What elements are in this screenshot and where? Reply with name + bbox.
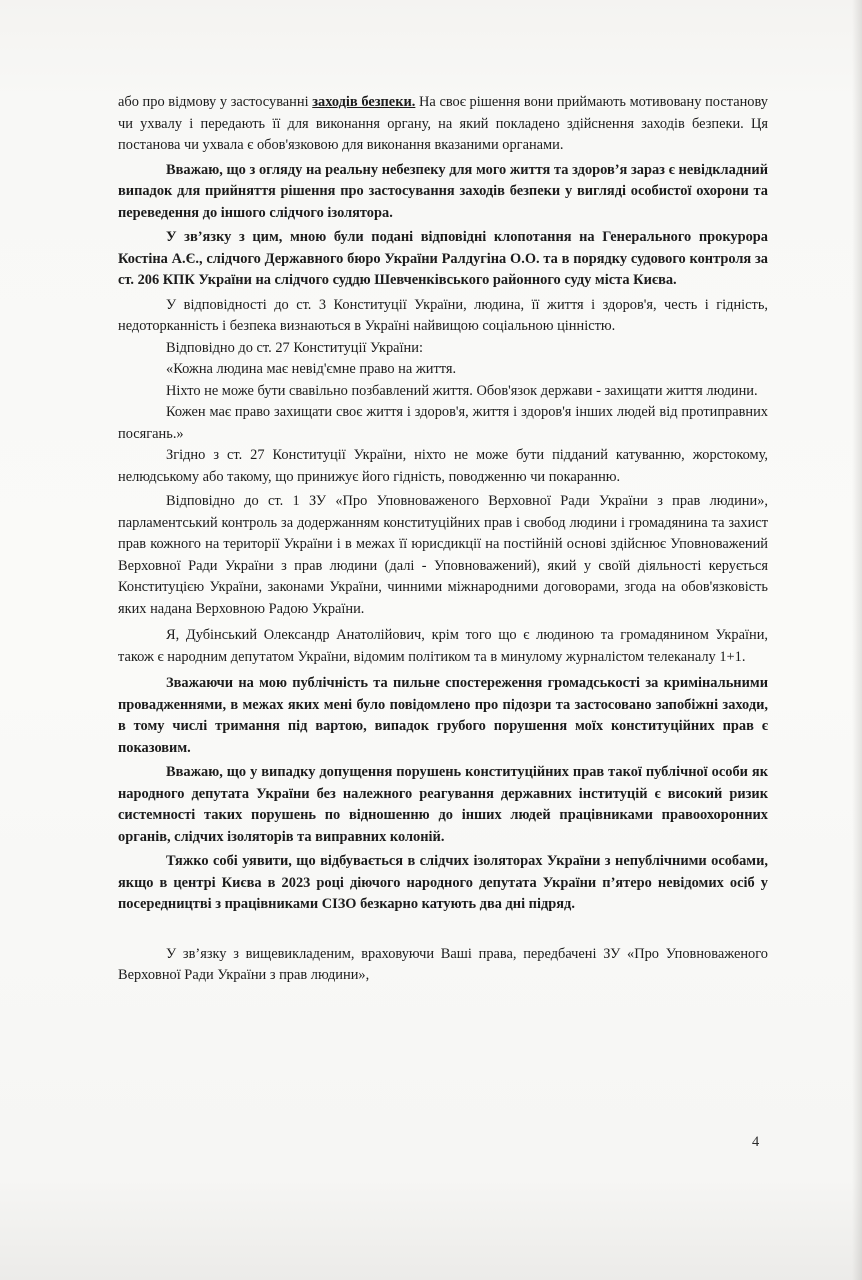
paragraph-security-measures	[118, 92, 768, 157]
paragraph-text: або про відмову у застосуванні	[118, 94, 313, 110]
paragraph-ombudsman-law: Відповідно до ст. 1 ЗУ «Про Уповноваженого Верховної Ради України з прав людини», парламентський контроль за додержанням конституційних прав і свобод людини і громадянина та захист прав кожного на території України і в межах її юрисдикції на постійній основі здійснює Уповноважений Верховної Ради України з прав людини (далі - Уповноважений), який у своїй діяльності керується Конституцією України, законами України, чинними міжнародними договорами, згода на обов'язковість яких надана Верховною Радою України.	[118, 493, 768, 617]
quote-line-self-defense: Кожен має право захищати своє життя і здоров'я, життя і здоров'я інших людей від протиправних посягань.»	[118, 404, 768, 442]
quote-line-right-to-life: «Кожна людина має невід'ємне право на життя.	[166, 361, 457, 377]
underlined-term: заходів безпеки.	[312, 94, 416, 110]
paragraph-publicity: Зважаючи на мою публічність та пильне спостереження громадськості за кримінальними провадженнями, в межах яких мені було повідомлено про підозри та застосовано запобіжні заходи, в тому числі тримання під вартою, випадок грубого порушення моїх конституційних прав є показовим.	[118, 675, 768, 756]
paragraph-petitions: У зв’язку з цим, мною були подані відповідні клопотання на Генерального прокурора Костіна А.Є., слідчого Державного бюро України Ралдугіна О.О. та в порядку судового контроля за ст. 206 КПК України на слідчого суддю Шевченківського районного суду міста Києва.	[118, 229, 768, 288]
paragraph-constitution-art3: У відповідності до ст. 3 Конституції України, людина, її життя і здоров'я, честь і гідність, недоторканність і безпека визнаються в Україні найвищою соціальною цінністю.	[118, 296, 768, 334]
page-number: 4	[752, 1134, 760, 1150]
quote-line-no-deprivation: Ніхто не може бути свавільно позбавлений життя. Обов'язок держави - захищати життя людини.	[166, 382, 758, 399]
document-body	[118, 92, 768, 987]
paragraph-text: На своє рішення вони приймають мотивовану постанову чи ухвалу і передають її для виконання органу, на який покладено здійснення заходів безпеки. Ця постанова чи ухвала є обов'язковою для виконання вказаними органами.	[118, 94, 768, 153]
paragraph-constitution-art27-intro: Відповідно до ст. 27 Конституції України:	[166, 339, 423, 356]
paragraph-systemic-risk: Вважаю, що у випадку допущення порушень конституційних прав такої публічної особи як народного депутата України без належного реагування державних інституцій є високий ризик системності таких порушень по відношенню до інших людей працівниками правоохоронних органів, слідчих ізоляторів та виправних колоній.	[118, 764, 768, 845]
paragraph-torture-in-kyiv: Тяжко собі уявити, що відбувається в слідчих ізоляторах України з непублічними особами, якщо в центрі Києва в 2023 році діючого народного депутата України п’ятеро невідомих осіб у посередництві з працівниками СІЗО безкарно катують два дні підряд.	[118, 853, 768, 912]
paragraph-no-torture: Згідно з ст. 27 Конституції України, ніхто не може бути підданий катуванню, жорстокому, нелюдському або такому, що принижує його гідність, поводженню чи покаранню.	[118, 447, 768, 485]
paragraph-urgent-case: Вважаю, що з огляду на реальну небезпеку для мого життя та здоров’я зараз є невідкладний випадок для прийняття рішення про застосування заходів безпеки у вигляді особистої охорони та переведення до іншого слідчого ізолятора.	[118, 161, 768, 221]
paragraph-author-identity: Я, Дубінський Олександр Анатолійович, крім того що є людиною та громадянином України, також є народним депутатом України, відомим політиком та в минулому журналістом телеканалу 1+1.	[118, 627, 768, 665]
paragraph-closing: У зв’язку з вищевикладеним, враховуючи Ваші права, передбачені ЗУ «Про Уповноваженого Верховної Ради України з прав людини»,	[118, 945, 768, 983]
